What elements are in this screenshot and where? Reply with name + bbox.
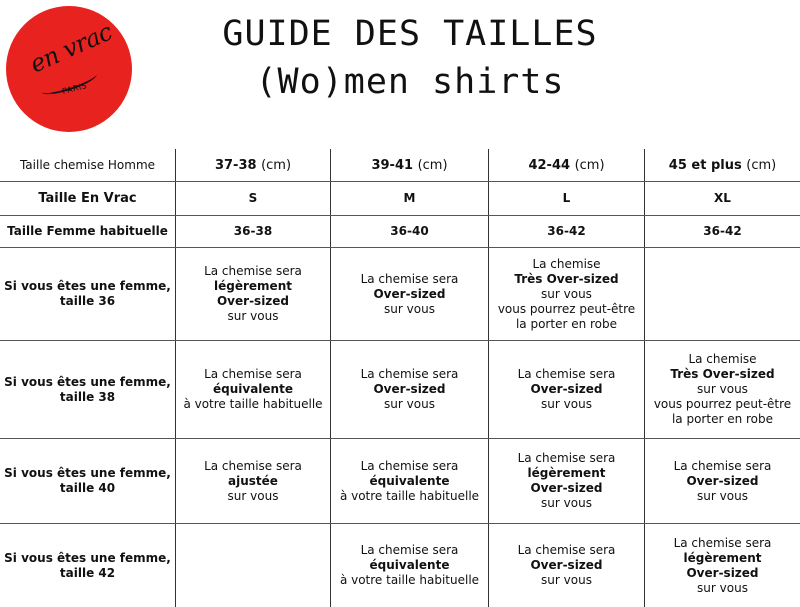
femme-size: 36-40 (390, 224, 429, 238)
fit-line: La chemise sera (360, 271, 459, 286)
fit-line: équivalente (213, 382, 293, 396)
fit-line: la porter en robe (671, 412, 774, 426)
fit-line: à votre taille habituelle (339, 488, 480, 503)
fit-cell (331, 524, 488, 607)
fit-line: Over-sized (686, 473, 759, 488)
fit-line: sur vous (697, 488, 748, 503)
fit-line: à votre taille habituelle (339, 573, 480, 587)
fit-line: Over-sized (530, 382, 603, 396)
femme-size: 36-38 (233, 224, 273, 238)
fit-line: La chemise sera (517, 367, 616, 381)
fit-line: légèrement (683, 550, 762, 565)
femme-size: 36-42 (703, 224, 742, 238)
fit-line: Over-sized (373, 286, 446, 301)
header-col-1 (176, 149, 330, 181)
envrac-size: L (562, 191, 571, 205)
fit-line: La chemise sera (517, 543, 616, 557)
fit-line: La chemise (532, 256, 601, 271)
fit-line: sur vous (541, 397, 592, 411)
fit-line: sur vous (541, 496, 592, 510)
row-label-line: Si vous êtes une femme, (4, 550, 171, 565)
fit-cell (176, 341, 330, 438)
fit-line: La chemise sera (204, 264, 302, 278)
fit-cell (489, 524, 644, 607)
fit-line: vous pourrez peut-être (653, 397, 792, 411)
fit-line: Over-sized (686, 565, 759, 580)
fit-line: équivalente (369, 473, 450, 488)
fit-line: La chemise sera (517, 451, 616, 465)
fit-line: sur vous (227, 488, 279, 503)
row-label-line: taille 42 (59, 565, 116, 580)
fit-cell (489, 439, 644, 523)
fit-line: sur vous (227, 309, 279, 323)
row-label-line: Si vous êtes une femme, (4, 466, 171, 480)
femme-label: Taille Femme habituelle (7, 224, 168, 238)
fit-line: Très Over-sized (514, 271, 619, 286)
fit-cell (331, 439, 488, 523)
fit-line: Très Over-sized (670, 367, 775, 381)
row-label-line: taille 38 (59, 389, 116, 404)
row-label-line: taille 36 (59, 294, 116, 308)
header-unit: (cm) (574, 157, 605, 173)
brand-logo (6, 6, 132, 132)
row-label-line: taille 40 (59, 481, 116, 495)
fit-line: La chemise sera (360, 458, 459, 473)
envrac-label: Taille En Vrac (38, 191, 137, 206)
envrac-size: M (403, 191, 416, 205)
fit-line: Over-sized (530, 481, 603, 495)
header-col-3 (489, 149, 644, 181)
fit-line: La chemise sera (673, 535, 772, 550)
fit-line: sur vous (541, 573, 592, 587)
row-label (0, 524, 175, 607)
fit-line: légèrement (214, 279, 292, 293)
header-size: 37-38 (214, 157, 257, 173)
header-col-2 (331, 149, 488, 181)
fit-line: sur vous (384, 301, 435, 316)
fit-line: La chemise sera (360, 543, 459, 557)
fit-cell (176, 248, 330, 340)
fit-line: Over-sized (216, 294, 290, 308)
fit-line: La chemise sera (204, 367, 302, 381)
fit-line: La chemise (688, 352, 757, 366)
row-label (0, 439, 175, 523)
fit-cell (645, 439, 800, 523)
header-size: 45 et plus (668, 157, 742, 173)
row-label-line: Si vous êtes une femme, (4, 279, 171, 293)
fit-line: sur vous (541, 286, 592, 301)
femme-size: 36-42 (547, 224, 586, 238)
fit-line: La chemise sera (360, 367, 459, 381)
fit-cell (489, 341, 644, 438)
fit-line: la porter en robe (515, 316, 618, 331)
header-unit: (cm) (746, 157, 777, 173)
header-col-4 (645, 149, 800, 181)
header-unit: (cm) (417, 157, 448, 173)
fit-cell (645, 524, 800, 607)
fit-cell (176, 439, 330, 523)
fit-cell (331, 341, 488, 438)
row-label (0, 248, 175, 340)
page-subtitle: (Wo)men shirts (255, 62, 565, 102)
fit-line: Over-sized (373, 382, 446, 396)
fit-line: sur vous (384, 397, 435, 411)
fit-line: Over-sized (530, 558, 603, 572)
fit-line: La chemise sera (204, 458, 302, 473)
fit-cell (645, 248, 800, 340)
row-label-line: Si vous êtes une femme, (4, 374, 171, 389)
page-title: GUIDE DES TAILLES (222, 14, 598, 54)
header-unit: (cm) (261, 157, 292, 173)
fit-line: à votre taille habituelle (183, 397, 323, 411)
fit-line: ajustée (228, 473, 278, 488)
envrac-size: S (248, 191, 258, 205)
fit-line: équivalente (369, 558, 450, 572)
fit-line: sur vous (697, 382, 748, 396)
envrac-size: XL (714, 191, 731, 205)
fit-cell (645, 341, 800, 438)
fit-cell (176, 524, 330, 607)
logo-script-text: en vrac (25, 17, 117, 79)
fit-line: La chemise sera (673, 458, 772, 473)
logo-subtitle: PARIS (61, 81, 88, 96)
header-size: 39-41 (371, 157, 414, 173)
header-label: Taille chemise Homme (19, 157, 156, 172)
fit-line: sur vous (697, 580, 748, 595)
header-size: 42-44 (528, 157, 571, 173)
fit-line: vous pourrez peut-être (497, 301, 636, 316)
fit-cell (489, 248, 644, 340)
fit-cell (331, 248, 488, 340)
fit-line: légèrement (527, 466, 606, 480)
row-label (0, 341, 175, 438)
